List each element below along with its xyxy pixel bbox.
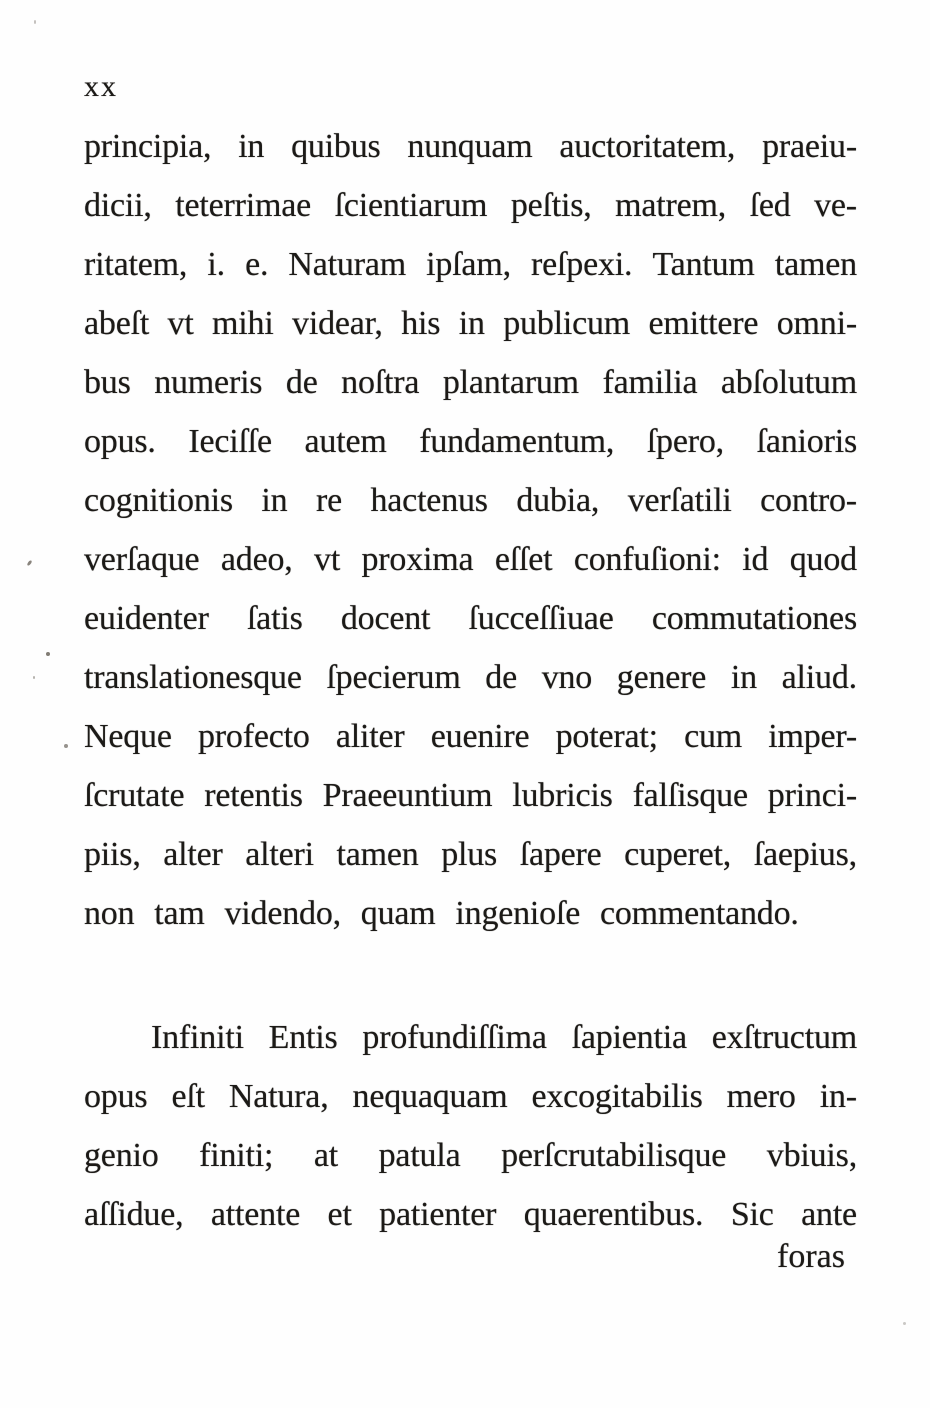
text-line: ſcrutate retentis Praeeuntium lubricis falſisque princi- <box>84 776 857 814</box>
ink-speck <box>33 676 35 679</box>
ink-speck <box>34 20 36 24</box>
catchword: foras <box>777 1238 845 1275</box>
text-line: bus numeris de noſtra plantarum familia abſolutum <box>84 363 857 401</box>
text-line: abeſt vt mihi videar, his in publicum emittere omni- <box>84 304 857 342</box>
text-line: piis, alter alteri tamen plus ſapere cuperet, ſaepius, <box>84 835 857 873</box>
text-line: euidenter ſatis docent ſucceſſiuae commutationes <box>84 599 857 637</box>
ink-speck <box>64 744 68 748</box>
page-number: xx <box>84 70 118 103</box>
text-line: ritatem, i. e. Naturam ipſam, reſpexi. Tantum tamen <box>84 245 857 283</box>
text-line: cognitionis in re hactenus dubia, verſatili contro- <box>84 481 857 519</box>
text-line: genio finiti; at patula perſcrutabilisque vbiuis, <box>84 1136 857 1174</box>
text-line: translationesque ſpecierum de vno genere in aliud. <box>84 658 857 696</box>
ink-speck <box>26 560 32 567</box>
text-line: opus eſt Natura, nequaquam excogitabilis mero in- <box>84 1077 857 1115</box>
text-line: non tam videndo, quam ingenioſe commentando. <box>84 895 799 932</box>
paragraph-1 <box>84 117 857 943</box>
ink-speck <box>903 1322 906 1325</box>
text-line: Infiniti Entis profundiſſima ſapientia exſtructum <box>151 1018 857 1056</box>
text-line: aſſidue, attente et patienter quaerentibus. Sic ante <box>84 1195 857 1233</box>
ink-speck <box>46 652 50 656</box>
text-line: opus. Ieciſſe autem fundamentum, ſpero, ſanioris <box>84 422 857 460</box>
paragraph-2 <box>84 1008 857 1244</box>
text-line: Neque profecto aliter euenire poterat; cum imper- <box>84 717 857 755</box>
text-line: verſaque adeo, vt proxima eſſet confuſioni: id quod <box>84 540 857 578</box>
text-line: dicii, teterrimae ſcientiarum peſtis, matrem, ſed ve- <box>84 186 857 224</box>
text-line: principia, in quibus nunquam auctoritatem, praeiu- <box>84 127 857 165</box>
